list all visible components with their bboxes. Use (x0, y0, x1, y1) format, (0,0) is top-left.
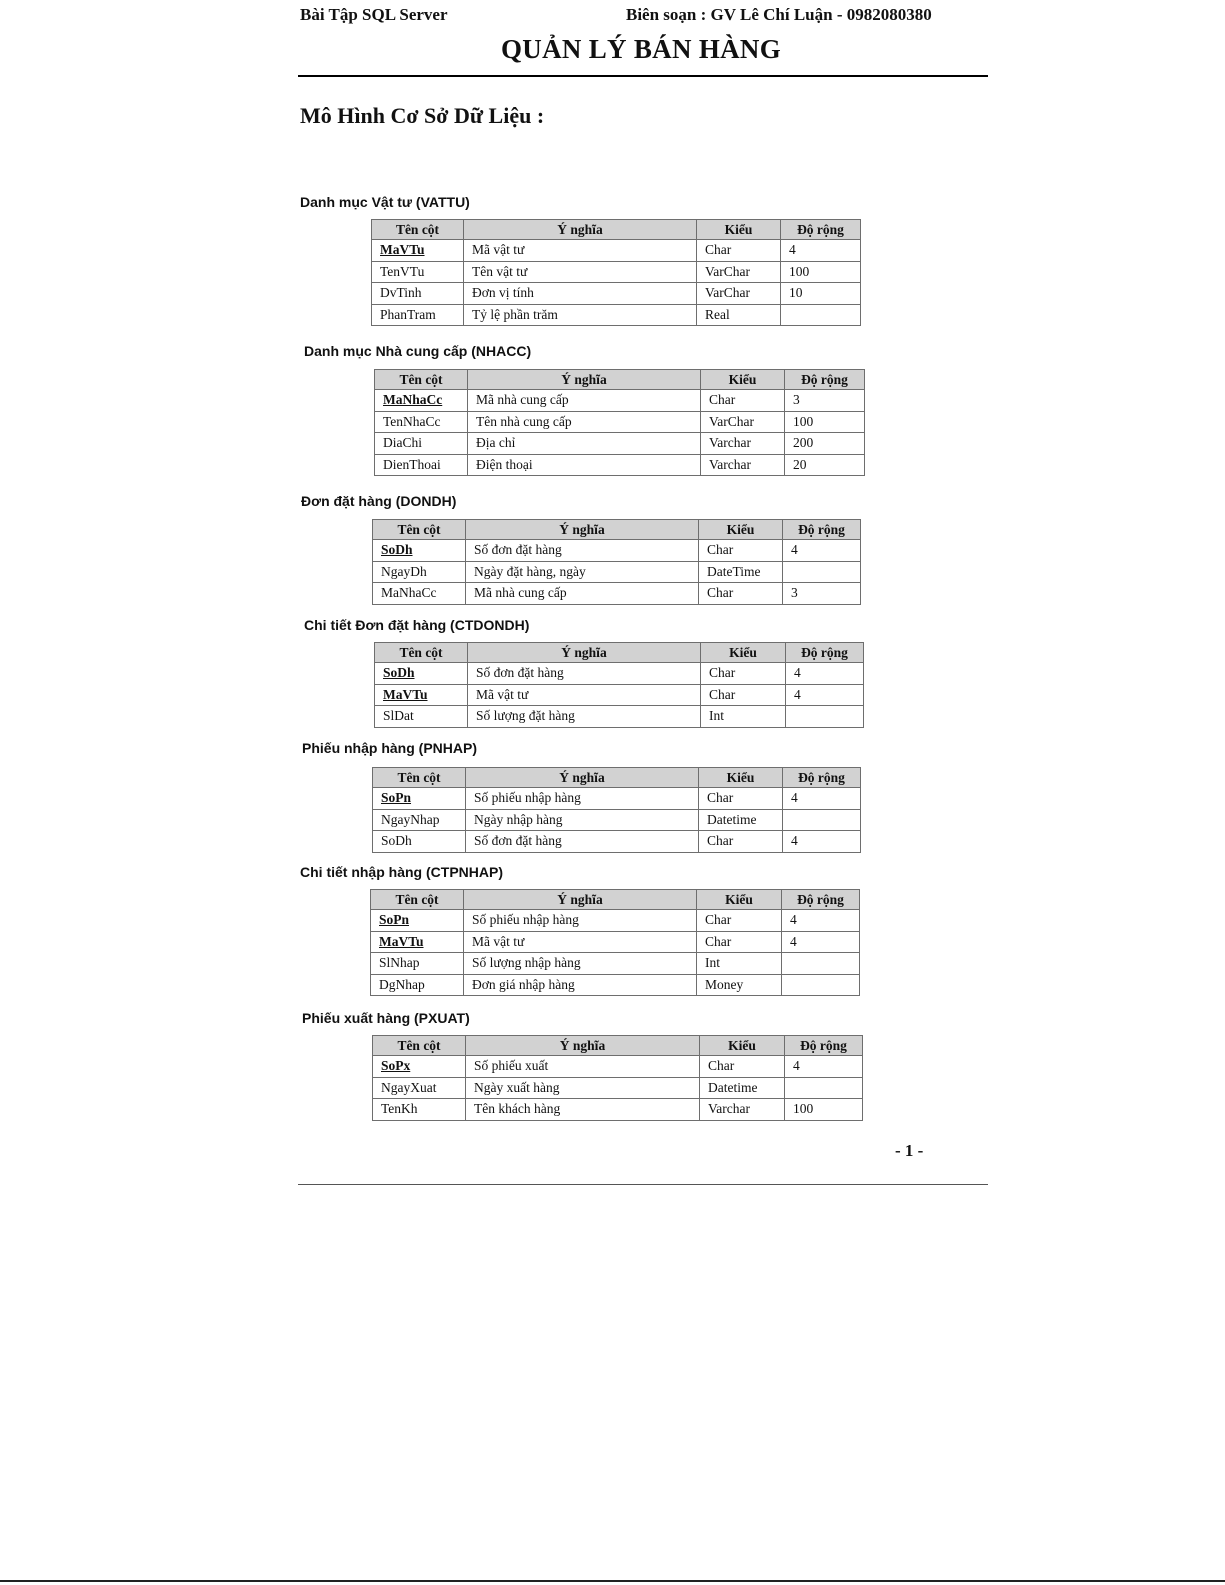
table-row (373, 1056, 863, 1078)
meaning-cell: Địa chỉ (468, 433, 701, 455)
column-header: Độ rộng (781, 220, 861, 240)
type-cell: Char (701, 684, 786, 706)
column-name-cell: DienThoai (375, 454, 468, 476)
table-title: Chi tiết nhập hàng (CTPNHAP) (300, 864, 503, 880)
width-cell: 20 (785, 454, 865, 476)
schema-table (372, 519, 861, 605)
table-row (372, 261, 861, 283)
meaning-cell: Số đơn đặt hàng (466, 540, 699, 562)
width-cell: 4 (781, 240, 861, 262)
column-name-cell: NgayDh (373, 561, 466, 583)
table-title: Phiếu xuất hàng (PXUAT) (302, 1010, 470, 1026)
column-header: Kiểu (699, 520, 783, 540)
section-heading: Mô Hình Cơ Sở Dữ Liệu : (300, 103, 545, 128)
type-cell: Char (699, 540, 783, 562)
table-row (375, 390, 865, 412)
table-header-row (373, 768, 861, 788)
column-name-cell: NgayNhap (373, 809, 466, 831)
table-row (375, 663, 864, 685)
page-bottom-border (0, 1580, 1225, 1582)
meaning-cell: Số lượng nhập hàng (464, 953, 697, 975)
width-cell: 4 (785, 1056, 863, 1078)
column-header: Độ rộng (785, 1036, 863, 1056)
width-cell (782, 974, 860, 996)
column-name-cell: SoDh (373, 831, 466, 853)
type-cell: Varchar (700, 1099, 785, 1121)
column-header: Tên cột (375, 643, 468, 663)
schema-table (372, 767, 861, 853)
column-header: Kiểu (699, 768, 783, 788)
schema-table (371, 219, 861, 326)
title-divider (298, 75, 988, 77)
meaning-cell: Điện thoại (468, 454, 701, 476)
schema-table (374, 369, 865, 476)
column-name-cell: MaVTu (371, 931, 464, 953)
footer-divider (298, 1184, 988, 1185)
table-title: Danh mục Nhà cung cấp (NHACC) (304, 343, 532, 359)
width-cell: 3 (785, 390, 865, 412)
table-title: Danh mục Vật tư (VATTU) (300, 194, 470, 210)
header-subject: Bài Tập SQL Server (300, 5, 448, 24)
meaning-cell: Số phiếu nhập hàng (464, 910, 697, 932)
column-name-cell: SoPx (373, 1056, 466, 1078)
table-row (375, 433, 865, 455)
column-header: Tên cột (373, 520, 466, 540)
column-name-cell: SlNhap (371, 953, 464, 975)
column-name-cell: PhanTram (372, 304, 464, 326)
column-header: Ý nghĩa (464, 890, 697, 910)
header-author: Biên soạn : GV Lê Chí Luận - 0982080380 (626, 5, 932, 24)
column-header: Tên cột (373, 1036, 466, 1056)
column-name-cell: DiaChi (375, 433, 468, 455)
table-row (372, 304, 861, 326)
table-row (373, 1077, 863, 1099)
table-header-row (373, 1036, 863, 1056)
column-header: Kiểu (697, 890, 782, 910)
table-row (371, 953, 860, 975)
table-row (375, 454, 865, 476)
table-row (372, 240, 861, 262)
meaning-cell: Mã nhà cung cấp (468, 390, 701, 412)
column-header: Tên cột (375, 370, 468, 390)
schema-table (370, 889, 860, 996)
column-name-cell: MaNhaCc (373, 583, 466, 605)
width-cell (785, 1077, 863, 1099)
width-cell: 100 (781, 261, 861, 283)
table-row (373, 1099, 863, 1121)
width-cell (782, 953, 860, 975)
meaning-cell: Số đơn đặt hàng (466, 831, 699, 853)
width-cell: 4 (786, 684, 864, 706)
width-cell: 100 (785, 1099, 863, 1121)
meaning-cell: Tỷ lệ phần trăm (464, 304, 697, 326)
column-header: Kiểu (701, 643, 786, 663)
column-header: Độ rộng (786, 643, 864, 663)
table-title: Phiếu nhập hàng (PNHAP) (302, 740, 477, 756)
meaning-cell: Đơn giá nhập hàng (464, 974, 697, 996)
column-name-cell: DgNhap (371, 974, 464, 996)
table-header-row (372, 220, 861, 240)
meaning-cell: Số lượng đặt hàng (468, 706, 701, 728)
table-row (372, 283, 861, 305)
meaning-cell: Đơn vị tính (464, 283, 697, 305)
column-name-cell: SoPn (371, 910, 464, 932)
width-cell: 4 (783, 788, 861, 810)
width-cell: 100 (785, 411, 865, 433)
schema-table (374, 642, 864, 728)
column-name-cell: TenNhaCc (375, 411, 468, 433)
type-cell: VarChar (697, 261, 781, 283)
column-name-cell: TenVTu (372, 261, 464, 283)
type-cell: Char (697, 910, 782, 932)
column-header: Kiểu (700, 1036, 785, 1056)
table-row (373, 540, 861, 562)
type-cell: Char (701, 663, 786, 685)
type-cell: Char (699, 583, 783, 605)
table-title: Đơn đặt hàng (DONDH) (301, 493, 457, 509)
type-cell: VarChar (697, 283, 781, 305)
type-cell: Int (701, 706, 786, 728)
meaning-cell: Tên nhà cung cấp (468, 411, 701, 433)
type-cell: VarChar (701, 411, 785, 433)
width-cell: 3 (783, 583, 861, 605)
column-header: Ý nghĩa (464, 220, 697, 240)
column-name-cell: DvTinh (372, 283, 464, 305)
table-title: Chi tiết Đơn đặt hàng (CTDONDH) (304, 617, 530, 633)
table-row (375, 706, 864, 728)
table-row (371, 931, 860, 953)
width-cell: 200 (785, 433, 865, 455)
width-cell: 4 (783, 540, 861, 562)
column-header: Ý nghĩa (468, 643, 701, 663)
column-name-cell: SlDat (375, 706, 468, 728)
type-cell: Real (697, 304, 781, 326)
column-name-cell: SoPn (373, 788, 466, 810)
width-cell (783, 809, 861, 831)
meaning-cell: Ngày đặt hàng, ngày (466, 561, 699, 583)
type-cell: Char (697, 931, 782, 953)
page-number: - 1 - (895, 1141, 924, 1160)
width-cell (783, 561, 861, 583)
meaning-cell: Mã vật tư (464, 931, 697, 953)
column-header: Ý nghĩa (466, 520, 699, 540)
column-header: Kiểu (701, 370, 785, 390)
table-row (375, 411, 865, 433)
column-header: Kiểu (697, 220, 781, 240)
type-cell: Int (697, 953, 782, 975)
page-title: QUẢN LÝ BÁN HÀNG (500, 34, 782, 64)
schema-table (372, 1035, 863, 1121)
column-header: Độ rộng (782, 890, 860, 910)
column-header: Độ rộng (783, 520, 861, 540)
meaning-cell: Tên vật tư (464, 261, 697, 283)
column-name-cell: MaVTu (375, 684, 468, 706)
width-cell: 4 (782, 910, 860, 932)
table-row (373, 809, 861, 831)
type-cell: Char (701, 390, 785, 412)
type-cell: Datetime (700, 1077, 785, 1099)
type-cell: Char (700, 1056, 785, 1078)
column-header: Độ rộng (783, 768, 861, 788)
column-name-cell: NgayXuat (373, 1077, 466, 1099)
meaning-cell: Tên khách hàng (466, 1099, 700, 1121)
meaning-cell: Mã vật tư (464, 240, 697, 262)
table-header-row (375, 643, 864, 663)
type-cell: Char (697, 240, 781, 262)
column-header: Độ rộng (785, 370, 865, 390)
meaning-cell: Ngày xuất hàng (466, 1077, 700, 1099)
column-header: Tên cột (371, 890, 464, 910)
table-header-row (373, 520, 861, 540)
width-cell (781, 304, 861, 326)
width-cell (786, 706, 864, 728)
width-cell: 4 (782, 931, 860, 953)
table-row (373, 831, 861, 853)
column-header: Ý nghĩa (466, 1036, 700, 1056)
table-row (373, 583, 861, 605)
column-header: Tên cột (372, 220, 464, 240)
width-cell: 4 (783, 831, 861, 853)
width-cell: 4 (786, 663, 864, 685)
meaning-cell: Mã vật tư (468, 684, 701, 706)
type-cell: Varchar (701, 454, 785, 476)
type-cell: Char (699, 831, 783, 853)
table-header-row (375, 370, 865, 390)
column-name-cell: SoDh (375, 663, 468, 685)
table-row (375, 684, 864, 706)
meaning-cell: Ngày nhập hàng (466, 809, 699, 831)
column-header: Tên cột (373, 768, 466, 788)
type-cell: Char (699, 788, 783, 810)
column-name-cell: TenKh (373, 1099, 466, 1121)
column-name-cell: SoDh (373, 540, 466, 562)
meaning-cell: Mã nhà cung cấp (466, 583, 699, 605)
meaning-cell: Số phiếu nhập hàng (466, 788, 699, 810)
type-cell: DateTime (699, 561, 783, 583)
column-name-cell: MaNhaCc (375, 390, 468, 412)
type-cell: Datetime (699, 809, 783, 831)
table-row (371, 974, 860, 996)
meaning-cell: Số phiếu xuất (466, 1056, 700, 1078)
column-header: Ý nghĩa (466, 768, 699, 788)
table-header-row (371, 890, 860, 910)
meaning-cell: Số đơn đặt hàng (468, 663, 701, 685)
table-row (373, 561, 861, 583)
type-cell: Money (697, 974, 782, 996)
table-row (371, 910, 860, 932)
width-cell: 10 (781, 283, 861, 305)
table-row (373, 788, 861, 810)
type-cell: Varchar (701, 433, 785, 455)
column-name-cell: MaVTu (372, 240, 464, 262)
column-header: Ý nghĩa (468, 370, 701, 390)
